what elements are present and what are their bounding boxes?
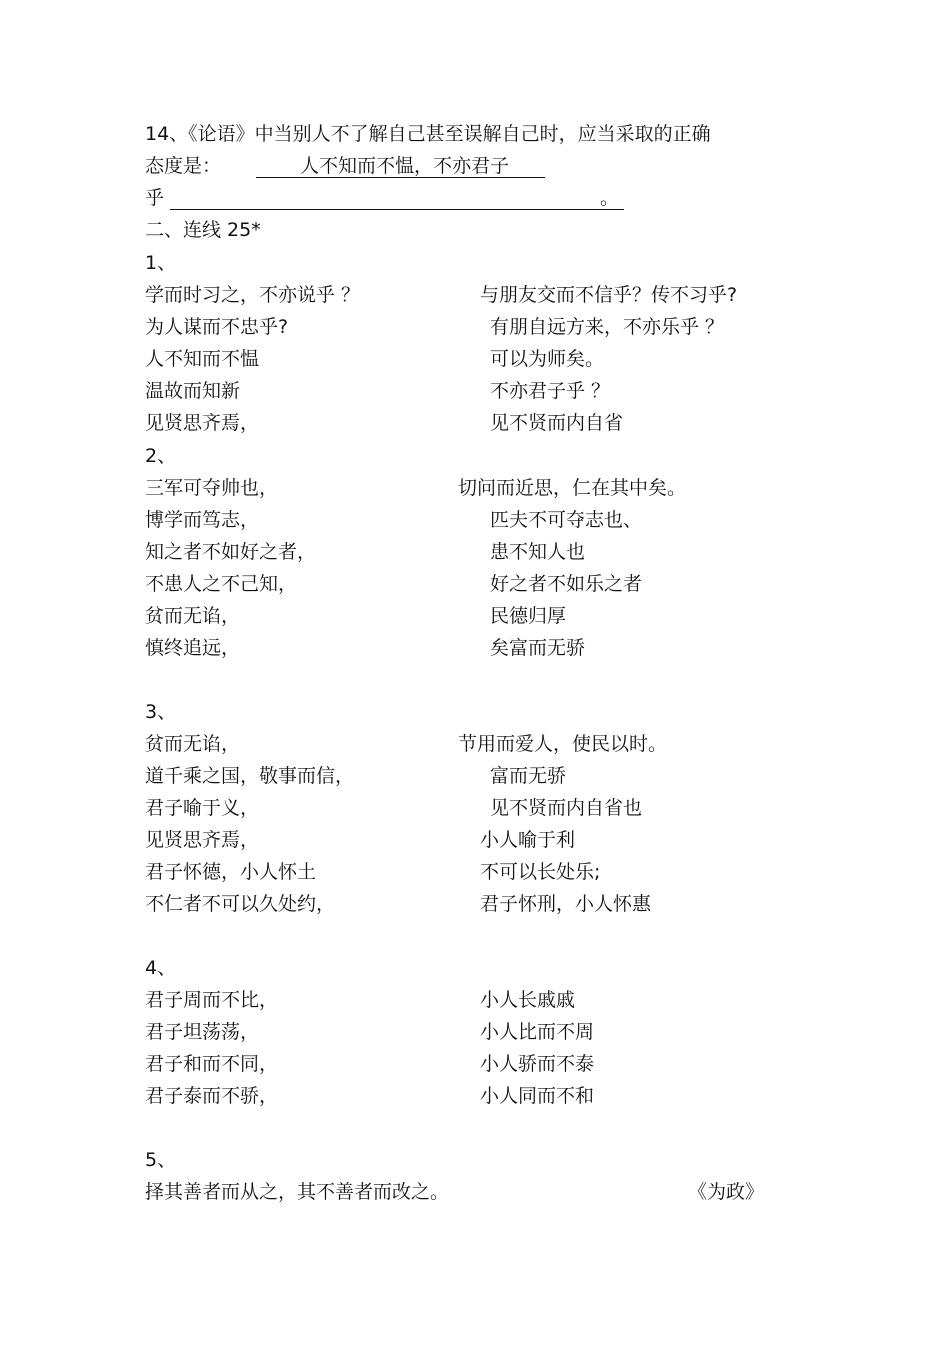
- right-phrase: 可以为师矣。: [490, 348, 605, 370]
- left-phrase: 学而时习之，不亦说乎 ？: [145, 284, 361, 306]
- left-phrase: 贫而无谄，: [145, 605, 241, 627]
- answer-underline: [170, 209, 624, 210]
- right-phrase: 小人比而不周: [480, 1021, 595, 1043]
- right-phrase: 见不贤而内自省: [490, 412, 624, 434]
- right-phrase: 切问而近思，仁在其中矣。: [458, 477, 687, 499]
- left-phrase: 见贤思齐焉，: [145, 829, 260, 851]
- left-phrase: 君子坦荡荡，: [145, 1021, 260, 1043]
- group-number: 1、: [145, 252, 177, 274]
- right-phrase: 君子怀刑，小人怀惠: [480, 893, 652, 915]
- group-number: 3、: [145, 701, 177, 723]
- left-phrase: 君子怀德，小人怀土: [145, 861, 317, 883]
- q14-attitude-label: 态度是：: [145, 155, 222, 177]
- left-phrase: 择其善者而从之，其不善者而改之。: [145, 1181, 450, 1203]
- right-phrase: 见不贤而内自省也: [490, 797, 643, 819]
- left-phrase: 不患人之不己知，: [145, 573, 298, 595]
- q14-question-line: 14、《论语》中当别人不了解自己甚至误解自己时，应当采取的正确: [145, 123, 711, 145]
- left-phrase: 人不知而不愠: [145, 348, 260, 370]
- left-phrase: 不仁者不可以久处约，: [145, 893, 336, 915]
- group-number: 5、: [145, 1149, 177, 1171]
- right-phrase: 不亦君子乎 ？: [490, 380, 611, 402]
- group-number: 4、: [145, 957, 177, 979]
- left-phrase: 三军可夺帅也，: [145, 477, 279, 499]
- right-phrase: 小人喻于利: [480, 829, 576, 851]
- right-phrase: 不可以长处乐;: [480, 861, 601, 883]
- q14-answer-part2: 乎: [145, 187, 165, 209]
- right-phrase: 《为政》: [688, 1181, 765, 1203]
- left-phrase: 博学而笃志，: [145, 509, 260, 531]
- section-title: 二、连线 25*: [145, 219, 261, 241]
- right-phrase: 有朋自远方来，不亦乐乎 ？: [490, 316, 725, 338]
- left-phrase: 君子和而不同，: [145, 1053, 279, 1075]
- left-phrase: 温故而知新: [145, 380, 241, 402]
- left-phrase: 知之者不如好之者，: [145, 541, 317, 563]
- right-phrase: 矣富而无骄: [490, 637, 586, 659]
- left-phrase: 君子泰而不骄，: [145, 1085, 279, 1107]
- right-phrase: 富而无骄: [490, 765, 567, 787]
- right-phrase: 小人骄而不泰: [480, 1053, 595, 1075]
- right-phrase: 好之者不如乐之者: [490, 573, 643, 595]
- group-number: 2、: [145, 445, 177, 467]
- left-phrase: 君子周而不比，: [145, 989, 279, 1011]
- left-phrase: 见贤思齐焉，: [145, 412, 260, 434]
- right-phrase: 民德归厚: [490, 605, 567, 627]
- right-phrase: 患不知人也: [490, 541, 586, 563]
- q14-end-mark: 。: [600, 187, 620, 209]
- right-phrase: 与朋友交而不信乎？传不习乎?: [480, 284, 738, 306]
- left-phrase: 道千乘之国，敬事而信，: [145, 765, 355, 787]
- right-phrase: 小人长戚戚: [480, 989, 576, 1011]
- right-phrase: 节用而爱人，使民以时。: [458, 733, 668, 755]
- left-phrase: 为人谋而不忠乎?: [145, 316, 289, 338]
- right-phrase: 匹夫不可夺志也、: [490, 509, 643, 531]
- right-phrase: 小人同而不和: [480, 1085, 595, 1107]
- left-phrase: 贫而无谄，: [145, 733, 241, 755]
- left-phrase: 慎终追远，: [145, 637, 241, 659]
- left-phrase: 君子喻于义，: [145, 797, 260, 819]
- q14-answer-part1: 人不知而不愠，不亦君子: [300, 155, 510, 177]
